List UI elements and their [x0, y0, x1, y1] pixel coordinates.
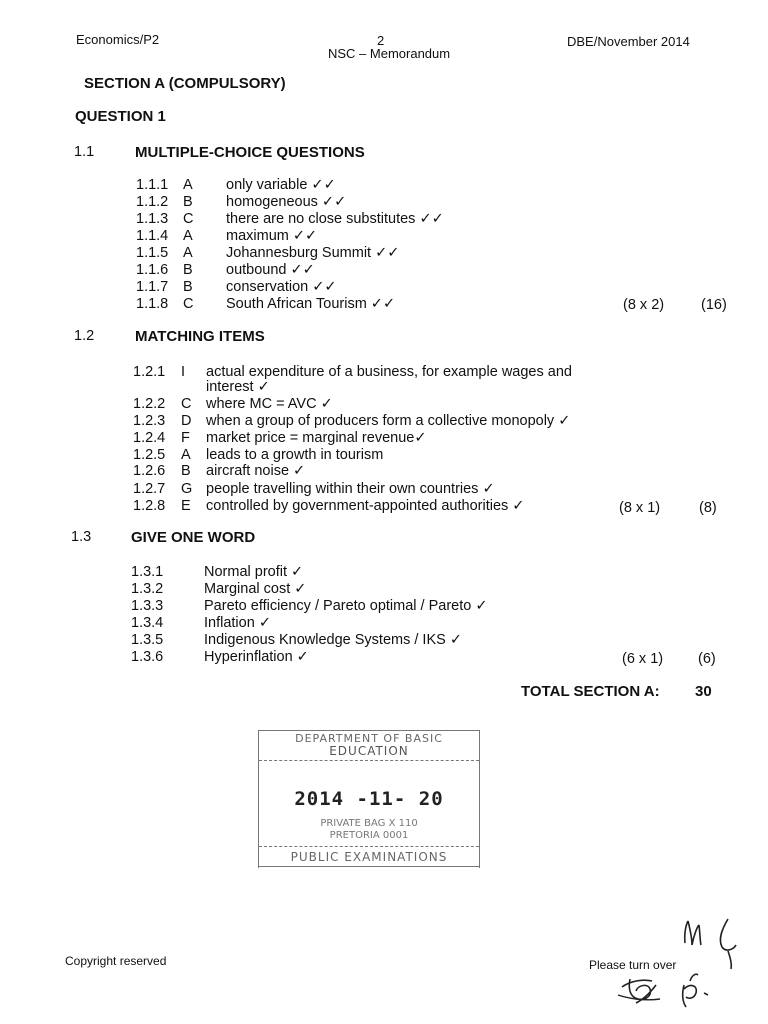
item-letter: C: [181, 396, 192, 412]
item-code: 1.1.5: [136, 245, 169, 261]
q1-2-total: (8): [699, 500, 717, 516]
header-subtitle: NSC – Memorandum: [328, 46, 451, 61]
item-letter: D: [181, 413, 192, 429]
item-code: 1.2.3: [133, 413, 166, 429]
item-code: 1.1.2: [136, 194, 169, 210]
stamp-address-1: PRIVATE BAG X 110: [320, 818, 418, 829]
item-letter: I: [181, 364, 186, 380]
stamp-address-2: PRETORIA 0001: [329, 830, 409, 841]
footer-copyright: Copyright reserved: [65, 954, 167, 968]
item-code: 1.2.8: [133, 498, 166, 514]
item-code: 1.3.3: [131, 598, 164, 614]
footer-turn-over: Please turn over: [589, 958, 677, 972]
item-letter: C: [183, 211, 194, 227]
item-answer: controlled by government-appointed authorities ✓: [206, 498, 525, 514]
item-answer: conservation ✓✓: [226, 279, 337, 295]
item-code: 1.1.7: [136, 279, 169, 295]
item-letter: A: [183, 177, 193, 193]
item-letter: A: [183, 228, 193, 244]
total-section-label: TOTAL SECTION A:: [521, 683, 660, 700]
q1-2-calc: (8 x 1): [619, 500, 661, 516]
item-answer: Pareto efficiency / Pareto optimal / Pareto ✓: [204, 598, 488, 614]
item-answer: there are no close substitutes ✓✓: [226, 211, 444, 227]
q1-3-title: GIVE ONE WORD: [131, 529, 256, 546]
question-title: QUESTION 1: [75, 108, 166, 125]
q1-1-title: MULTIPLE-CHOICE QUESTIONS: [135, 144, 365, 161]
item-code: 1.3.5: [131, 632, 164, 648]
item-letter: A: [181, 447, 191, 463]
item-code: 1.2.4: [133, 430, 166, 446]
item-answer: market price = marginal revenue✓: [206, 430, 427, 446]
q1-3-total: (6): [698, 651, 716, 667]
item-answer: actual expenditure of a business, for example wages and: [206, 364, 572, 380]
item-answer: only variable ✓✓: [226, 177, 336, 193]
item-answer: people travelling within their own countries ✓: [206, 481, 495, 497]
q1-3-number: 1.3: [71, 529, 92, 545]
item-answer: Inflation ✓: [204, 615, 271, 631]
item-answer: aircraft noise ✓: [206, 463, 306, 479]
stamp-public-examinations: PUBLIC EXAMINATIONS: [290, 850, 448, 864]
item-code: 1.1.6: [136, 262, 169, 278]
item-answer: leads to a growth in tourism: [206, 447, 384, 463]
item-answer: outbound ✓✓: [226, 262, 315, 278]
item-letter: A: [183, 245, 193, 261]
item-answer: Hyperinflation ✓: [204, 649, 309, 665]
item-letter: F: [181, 430, 190, 446]
item-letter: C: [183, 296, 194, 312]
item-code: 1.1.3: [136, 211, 169, 227]
item-answer-continued: interest ✓: [206, 379, 270, 395]
stamp-date: 2014 -11- 20: [294, 788, 444, 810]
stamp-education: EDUCATION: [329, 744, 409, 758]
item-letter: G: [181, 481, 193, 497]
item-answer: when a group of producers form a collective monopoly ✓: [206, 413, 571, 429]
item-code: 1.1.1: [136, 177, 169, 193]
item-letter: B: [183, 262, 193, 278]
total-section-value: 30: [695, 683, 712, 700]
official-stamp: [258, 730, 480, 868]
item-code: 1.2.1: [133, 364, 166, 380]
header-date: DBE/November 2014: [567, 34, 690, 49]
item-answer: maximum ✓✓: [226, 228, 318, 244]
item-answer: Johannesburg Summit ✓✓: [226, 245, 400, 261]
item-code: 1.2.7: [133, 481, 166, 497]
item-answer: homogeneous ✓✓: [226, 194, 347, 210]
item-code: 1.3.6: [131, 649, 164, 665]
item-code: 1.3.1: [131, 564, 164, 580]
item-code: 1.2.2: [133, 396, 166, 412]
item-answer: Marginal cost ✓: [204, 581, 307, 597]
item-letter: E: [181, 498, 191, 514]
q1-2-number: 1.2: [74, 328, 95, 344]
item-code: 1.3.2: [131, 581, 164, 597]
item-answer: South African Tourism ✓✓: [226, 296, 396, 312]
section-title: SECTION A (COMPULSORY): [84, 75, 286, 92]
header-page-number: 2: [377, 33, 385, 48]
item-code: 1.1.8: [136, 296, 169, 312]
handwritten-signature-icon: [600, 915, 750, 1015]
item-answer: Normal profit ✓: [204, 564, 304, 580]
header-subject: Economics/P2: [76, 32, 160, 47]
item-letter: B: [183, 194, 193, 210]
q1-2-title: MATCHING ITEMS: [135, 328, 265, 345]
q1-3-calc: (6 x 1): [622, 651, 664, 667]
item-letter: B: [181, 463, 191, 479]
q1-1-total: (16): [701, 297, 727, 313]
stamp-department: DEPARTMENT OF BASIC: [295, 732, 443, 745]
item-code: 1.2.5: [133, 447, 166, 463]
q1-1-calc: (8 x 2): [623, 297, 665, 313]
item-code: 1.1.4: [136, 228, 169, 244]
item-answer: where MC = AVC ✓: [206, 396, 333, 412]
item-answer: Indigenous Knowledge Systems / IKS ✓: [204, 632, 462, 648]
item-code: 1.2.6: [133, 463, 166, 479]
item-letter: B: [183, 279, 193, 295]
q1-1-number: 1.1: [74, 144, 95, 160]
item-code: 1.3.4: [131, 615, 164, 631]
